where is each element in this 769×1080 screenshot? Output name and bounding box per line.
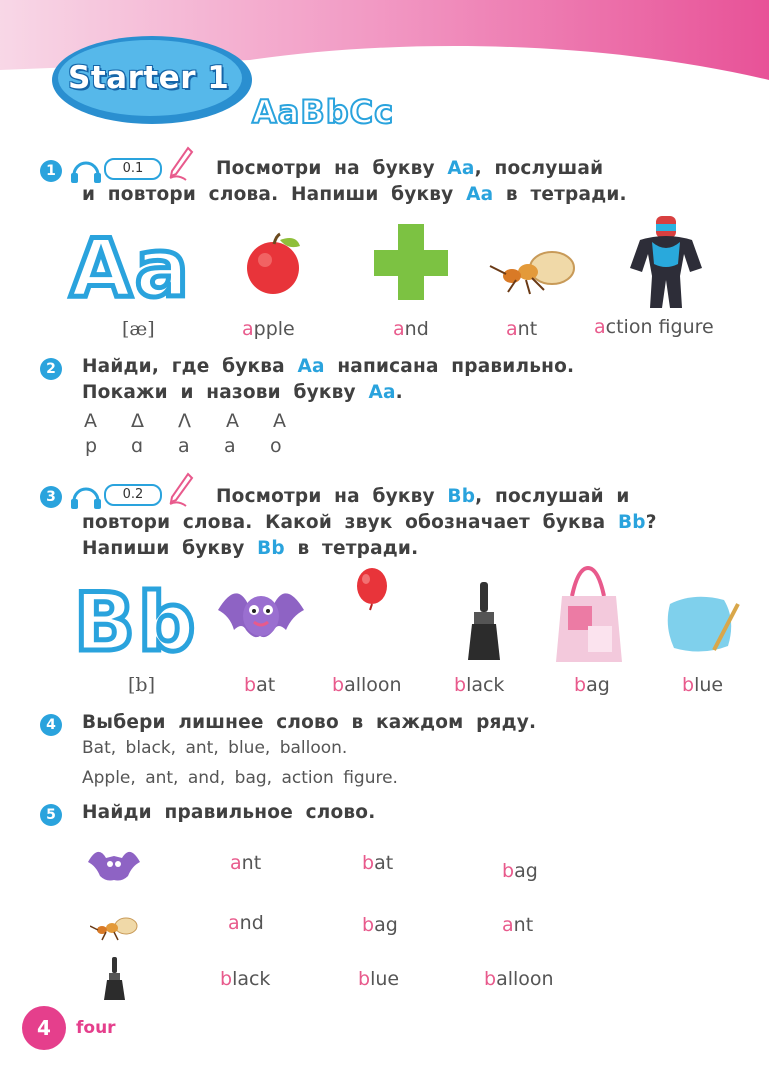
- ant-image: [486, 244, 578, 300]
- ex5-word-r3c1: black: [220, 968, 271, 990]
- ex2-instruction-line1: Найди, где буква Aa написана правильно.: [82, 356, 575, 377]
- blue-paint-image: [664, 590, 744, 660]
- ex1-instruction-line1: Посмотри на букву Aa, послушай: [216, 158, 604, 179]
- phonetic-b: [b]: [128, 674, 155, 696]
- headphones-icon: [68, 157, 104, 185]
- ex4-row-2: Apple, ant, and, bag, action figure.: [82, 768, 398, 788]
- starter-title: Starter 1: [68, 60, 230, 96]
- ex4-row-1: Bat, black, ant, blue, balloon.: [82, 738, 348, 758]
- glyph-lower-1: p: [85, 435, 98, 457]
- word-bag: bag: [574, 674, 610, 696]
- apple-image: [240, 228, 310, 298]
- glyph-upper-2: Δ: [131, 410, 144, 432]
- ex5-word-r3c2: blue: [358, 968, 400, 990]
- ex5-instruction: Найди правильное слово.: [82, 802, 376, 823]
- word-black: black: [454, 674, 505, 696]
- pencil-icon: [166, 144, 194, 182]
- glyph-lower-4: a: [224, 435, 236, 457]
- exercise-number-2: 2: [40, 358, 62, 380]
- audio-track-label: 0.1: [104, 158, 162, 180]
- ex2-instruction-line2: Покажи и назови букву Aa.: [82, 382, 403, 403]
- glyph-lower-3: a: [178, 435, 190, 457]
- ex5-word-r2c2: bag: [362, 914, 398, 936]
- glyph-upper-4: A: [226, 410, 239, 432]
- balloon-image: [352, 566, 392, 616]
- word-balloon: balloon: [332, 674, 402, 696]
- ex4-instruction: Выбери лишнее слово в каждом ряду.: [82, 712, 537, 733]
- bat-image: [216, 570, 306, 662]
- ant-small-image: [90, 912, 140, 942]
- audio-track-label: 0.2: [104, 484, 162, 506]
- big-letter-aa: Aa: [70, 222, 192, 315]
- word-ant: ant: [506, 318, 538, 340]
- ex3-instruction-line1: Посмотри на букву Bb, послушай и: [216, 486, 630, 507]
- glyph-lower-2: ɑ: [131, 435, 144, 457]
- big-letter-bb: Bb: [74, 576, 199, 669]
- ex5-word-r1c1: ant: [230, 852, 262, 874]
- bat-small-image: [86, 838, 142, 894]
- ex5-word-r2c1: and: [228, 912, 264, 934]
- ex3-instruction-line3: Напиши букву Bb в тетради.: [82, 538, 419, 559]
- glyph-upper-1: A: [84, 410, 97, 432]
- paintbrush-image: [464, 580, 504, 664]
- pencil-icon: [166, 470, 194, 508]
- unit-letters: AaBbCc: [252, 93, 395, 131]
- glyph-lower-5: o: [270, 435, 282, 457]
- word-apple: apple: [242, 318, 295, 340]
- word-bat: bat: [244, 674, 276, 696]
- headphones-icon: [68, 483, 104, 511]
- ex5-word-r1c2: bat: [362, 852, 394, 874]
- ex5-word-r1c3: bag: [502, 860, 538, 882]
- word-blue: blue: [682, 674, 724, 696]
- ex3-instruction-line2: повтори слова. Какой звук обозначает буква Bb?: [82, 512, 657, 533]
- paintbrush-small-image: [102, 956, 128, 1002]
- word-action-figure: action figure: [594, 316, 714, 338]
- glyph-upper-5: A: [273, 410, 286, 432]
- exercise-number-5: 5: [40, 804, 62, 826]
- plus-image: [372, 222, 450, 302]
- page-number-word: four: [76, 1018, 116, 1038]
- action-figure-image: [618, 214, 714, 310]
- ex5-word-r2c3: ant: [502, 914, 534, 936]
- bag-image: [554, 566, 626, 666]
- page-number: 4: [37, 1016, 51, 1040]
- exercise-number-3: 3: [40, 486, 62, 508]
- word-and: and: [393, 318, 429, 340]
- phonetic-ae: [æ]: [122, 318, 155, 340]
- ex5-word-r3c3: balloon: [484, 968, 554, 990]
- exercise-number-1: 1: [40, 160, 62, 182]
- ex1-instruction-line2: и повтори слова. Напиши букву Aa в тетради.: [82, 184, 627, 205]
- exercise-number-4: 4: [40, 714, 62, 736]
- glyph-upper-3: Λ: [178, 410, 191, 432]
